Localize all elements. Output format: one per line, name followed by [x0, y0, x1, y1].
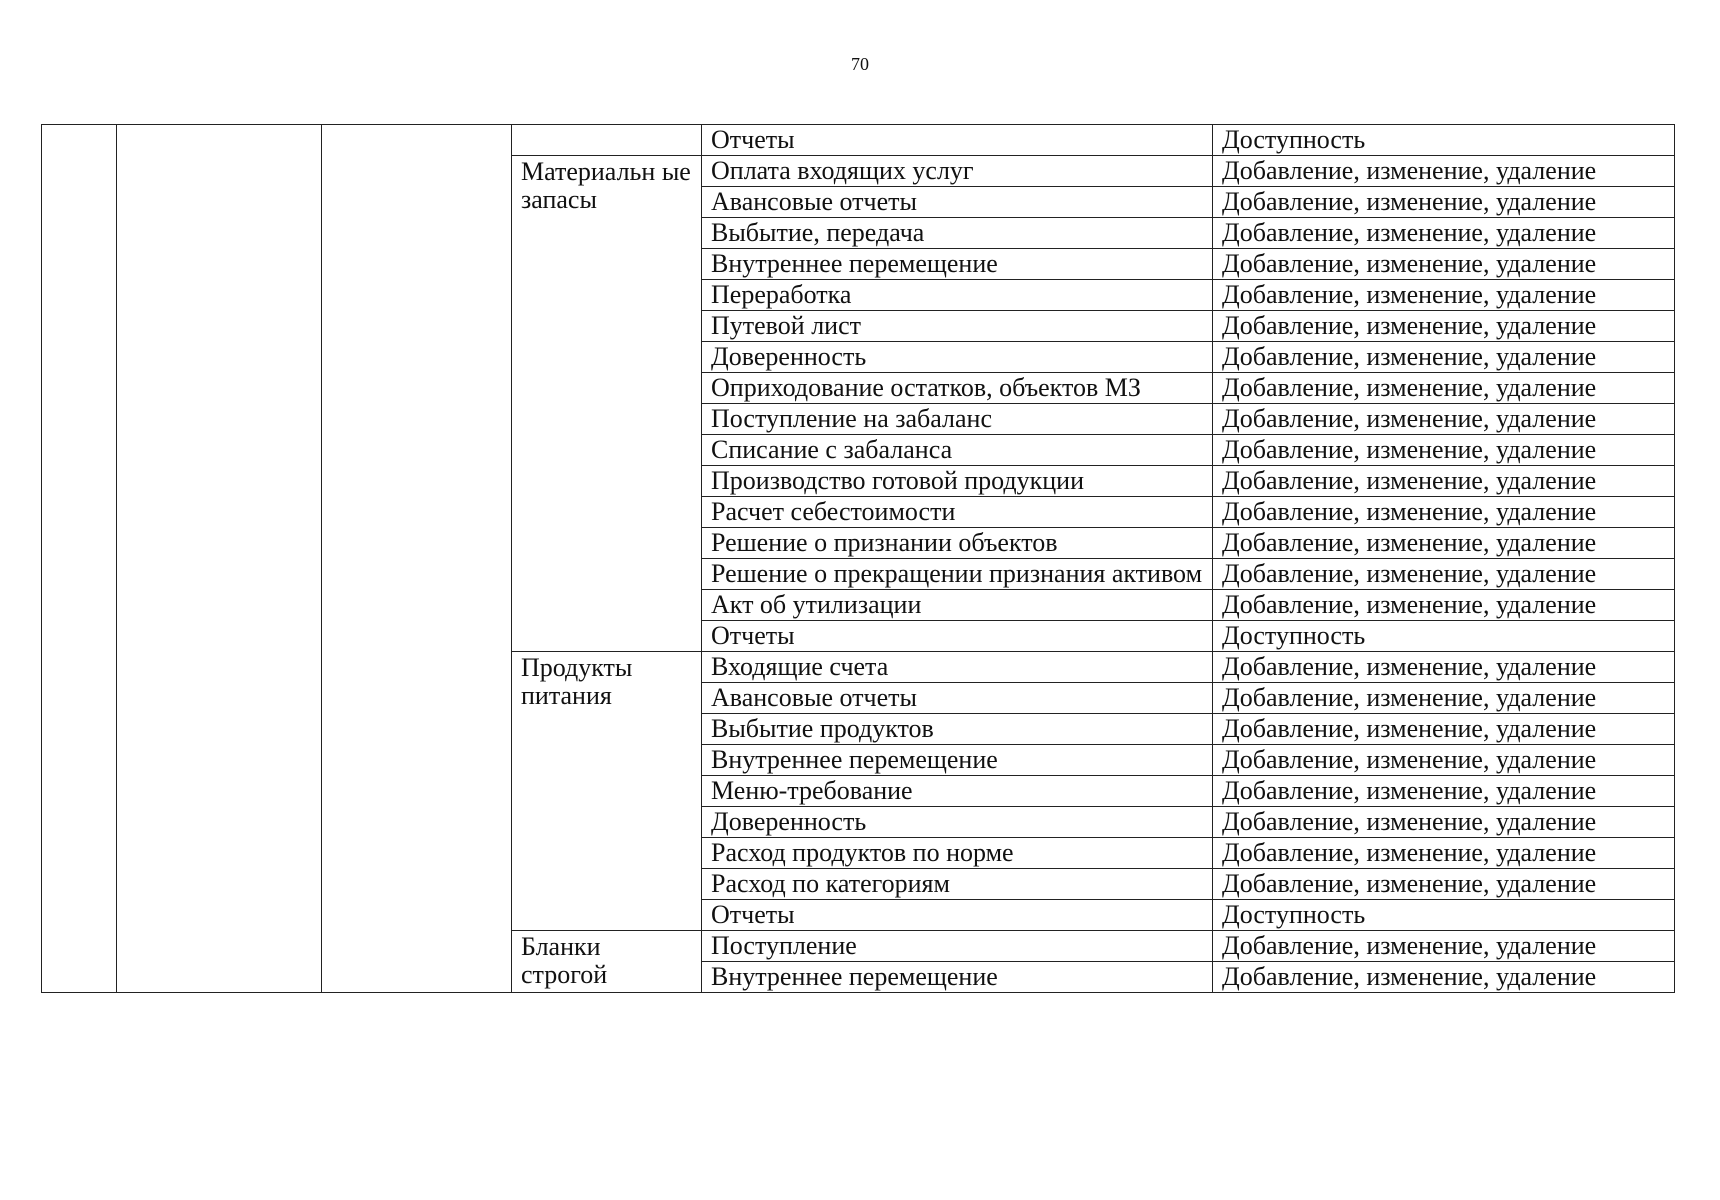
access-cell: Доступность: [1213, 125, 1675, 156]
empty-column-3: [322, 125, 512, 993]
access-cell: Добавление, изменение, удаление: [1213, 652, 1675, 683]
group-cell-food: Продукты питания: [512, 652, 702, 931]
item-cell: Оплата входящих услуг: [702, 156, 1213, 187]
empty-column-2: [117, 125, 322, 993]
item-cell: Акт об утилизации: [702, 590, 1213, 621]
item-cell: Расход продуктов по норме: [702, 838, 1213, 869]
item-cell: Списание с забаланса: [702, 435, 1213, 466]
access-cell: Добавление, изменение, удаление: [1213, 807, 1675, 838]
access-cell: Добавление, изменение, удаление: [1213, 931, 1675, 962]
access-cell: Добавление, изменение, удаление: [1213, 249, 1675, 280]
access-cell: Доступность: [1213, 621, 1675, 652]
item-cell: Поступление на забаланс: [702, 404, 1213, 435]
item-cell: Расход по категориям: [702, 869, 1213, 900]
access-rights-table: [41, 124, 1675, 993]
item-cell: Отчеты: [702, 621, 1213, 652]
item-cell: Внутреннее перемещение: [702, 745, 1213, 776]
access-cell: Добавление, изменение, удаление: [1213, 869, 1675, 900]
item-cell: Производство готовой продукции: [702, 466, 1213, 497]
item-cell: Авансовые отчеты: [702, 683, 1213, 714]
access-cell: Добавление, изменение, удаление: [1213, 528, 1675, 559]
access-cell: Добавление, изменение, удаление: [1213, 311, 1675, 342]
access-cell: Добавление, изменение, удаление: [1213, 187, 1675, 218]
page-number: 70: [851, 54, 869, 74]
item-cell: Путевой лист: [702, 311, 1213, 342]
item-cell: Переработка: [702, 280, 1213, 311]
access-cell: Доступность: [1213, 900, 1675, 931]
access-cell: Добавление, изменение, удаление: [1213, 776, 1675, 807]
access-cell: Добавление, изменение, удаление: [1213, 218, 1675, 249]
access-cell: Добавление, изменение, удаление: [1213, 838, 1675, 869]
access-cell: Добавление, изменение, удаление: [1213, 559, 1675, 590]
item-cell: Доверенность: [702, 807, 1213, 838]
access-cell: Добавление, изменение, удаление: [1213, 497, 1675, 528]
table-row: [42, 125, 1675, 156]
item-cell: Доверенность: [702, 342, 1213, 373]
item-cell: Выбытие, передача: [702, 218, 1213, 249]
item-cell: Авансовые отчеты: [702, 187, 1213, 218]
group-cell-forms: Бланки строгой: [512, 931, 702, 993]
item-cell: Отчеты: [702, 125, 1213, 156]
access-cell: Добавление, изменение, удаление: [1213, 962, 1675, 993]
access-cell: Добавление, изменение, удаление: [1213, 714, 1675, 745]
access-cell: Добавление, изменение, удаление: [1213, 280, 1675, 311]
item-cell: Выбытие продуктов: [702, 714, 1213, 745]
empty-column-1: [42, 125, 117, 993]
access-cell: Добавление, изменение, удаление: [1213, 373, 1675, 404]
item-cell: Входящие счета: [702, 652, 1213, 683]
access-cell: Добавление, изменение, удаление: [1213, 435, 1675, 466]
access-cell: Добавление, изменение, удаление: [1213, 156, 1675, 187]
item-cell: Расчет себестоимости: [702, 497, 1213, 528]
item-cell: Оприходование остатков, объектов МЗ: [702, 373, 1213, 404]
item-cell: Меню-требование: [702, 776, 1213, 807]
group-cell: [512, 125, 702, 156]
item-cell: Внутреннее перемещение: [702, 249, 1213, 280]
access-cell: Добавление, изменение, удаление: [1213, 466, 1675, 497]
item-cell: Решение о признании объектов: [702, 528, 1213, 559]
access-cell: Добавление, изменение, удаление: [1213, 745, 1675, 776]
access-cell: Добавление, изменение, удаление: [1213, 590, 1675, 621]
item-cell: Отчеты: [702, 900, 1213, 931]
item-cell: Поступление: [702, 931, 1213, 962]
group-cell-materials: Материальн ые запасы: [512, 156, 702, 652]
access-cell: Добавление, изменение, удаление: [1213, 342, 1675, 373]
access-cell: Добавление, изменение, удаление: [1213, 683, 1675, 714]
item-cell: Решение о прекращении признания активом: [702, 559, 1213, 590]
item-cell: Внутреннее перемещение: [702, 962, 1213, 993]
access-cell: Добавление, изменение, удаление: [1213, 404, 1675, 435]
